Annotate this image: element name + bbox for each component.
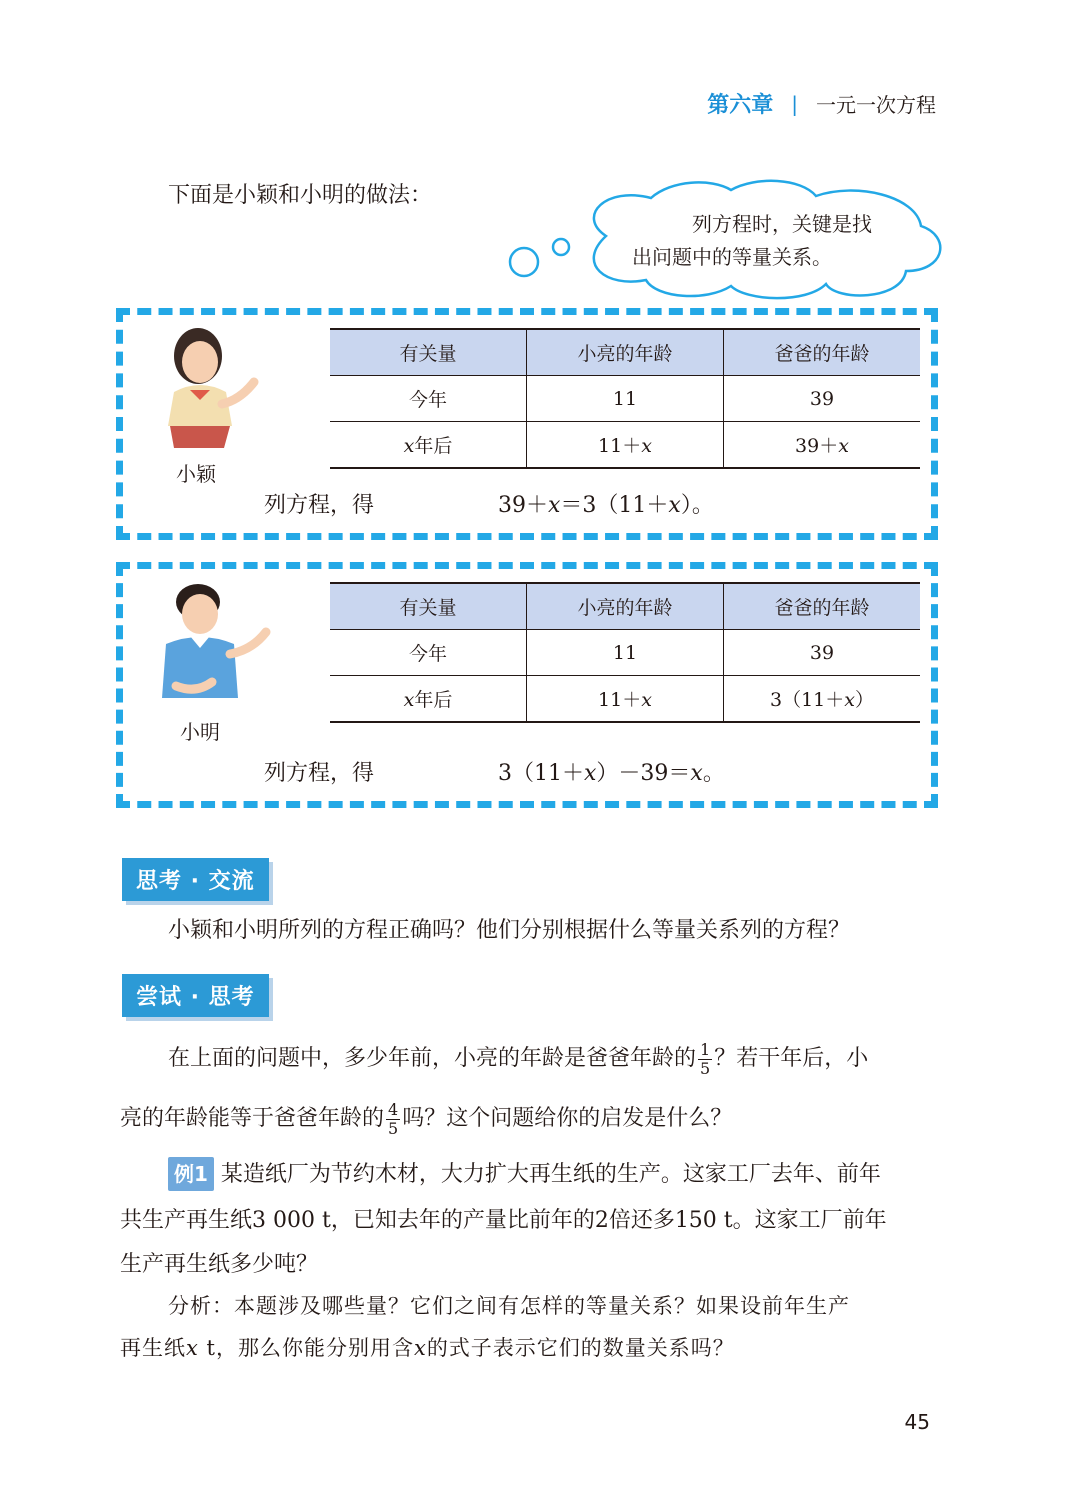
- variable: x: [641, 689, 652, 711]
- fraction-four-fifths: [386, 1101, 400, 1138]
- cell-text: 11＋: [598, 689, 642, 711]
- variable: x: [584, 761, 597, 786]
- xiaoying-equation-label: 列方程，得: [264, 493, 375, 518]
- example-line-3: 生产再生纸多少吨？: [120, 1252, 319, 1277]
- example-line-2: 共生产再生纸3 000 t，已知去年的产量比前年的2倍还多150 t。这家工厂前年: [120, 1208, 887, 1233]
- variable: x: [690, 761, 703, 786]
- cell: [330, 422, 527, 469]
- variable: x: [844, 689, 855, 711]
- header-father-age: 爸爸的年龄: [724, 329, 921, 376]
- text: 在上面的问题中，多少年前，小亮的年龄是爸爸年龄的: [168, 1046, 697, 1071]
- bubble-text: [632, 208, 872, 274]
- table-row: [330, 630, 920, 676]
- cell: 39: [724, 376, 921, 422]
- xiaoying-equation: [498, 488, 714, 519]
- eq-part: ）－39＝: [596, 761, 691, 786]
- cell: [724, 676, 921, 723]
- denominator: 5: [388, 1118, 399, 1138]
- cell-text: 年后: [414, 435, 453, 457]
- table-row: [330, 376, 920, 422]
- text: 吗？这个问题给你的启发是什么？: [402, 1106, 733, 1131]
- try-think-line-1: [168, 1036, 868, 1082]
- analysis-line-1: 分析：本题涉及哪些量？它们之间有怎样的等量关系？如果设前年生产: [168, 1294, 850, 1318]
- numerator: 1: [700, 1039, 711, 1059]
- header-xiaoliang-age: 小亮的年龄: [527, 329, 724, 376]
- cell-text: 11＋: [598, 435, 642, 457]
- xiaoming-equation: [498, 756, 725, 787]
- denominator: 5: [700, 1058, 711, 1078]
- cell: 39: [724, 630, 921, 676]
- cell: [527, 422, 724, 469]
- eq-part: ＝3（11＋: [560, 493, 669, 518]
- xiaoming-name: 小明: [180, 720, 220, 744]
- header-quantity: 有关量: [330, 329, 527, 376]
- header-separator: |: [791, 91, 798, 116]
- girl-avatar-icon: [160, 322, 270, 450]
- chapter-number: 第六章: [707, 93, 774, 118]
- cell-text: 39＋: [795, 435, 839, 457]
- cell-text: ）: [854, 689, 874, 711]
- try-think-line-2: [120, 1096, 732, 1142]
- variable: x: [413, 1336, 427, 1360]
- cell: 今年: [330, 376, 527, 422]
- variable: x: [403, 689, 415, 711]
- cell-text: 年后: [414, 689, 453, 711]
- page-number: 45: [904, 1410, 930, 1434]
- variable: x: [186, 1336, 199, 1360]
- cell-text: 3（11＋: [770, 689, 845, 711]
- chapter-title: 一元一次方程: [816, 93, 936, 117]
- cell: [724, 422, 921, 469]
- bubble-line-1: 列方程时，关键是找: [692, 212, 872, 236]
- xiaoming-equation-label: 列方程，得: [264, 761, 375, 786]
- header-xiaoliang-age: 小亮的年龄: [527, 583, 724, 630]
- text: 亮的年龄能等于爸爸年龄的: [120, 1106, 385, 1131]
- header-father-age: 爸爸的年龄: [724, 583, 921, 630]
- text: 再生纸: [120, 1336, 186, 1360]
- cell: 11: [527, 630, 724, 676]
- xiaoying-name: 小颖: [176, 462, 216, 486]
- think-discuss-text: 小颖和小明所列的方程正确吗？他们分别根据什么等量关系列的方程？: [168, 918, 851, 943]
- table-row: [330, 676, 920, 723]
- fraction-one-fifth: [698, 1041, 712, 1078]
- cell: 11: [527, 376, 724, 422]
- xiaoming-table: [330, 582, 920, 723]
- text: ？若干年后，小: [714, 1046, 869, 1071]
- table-row: [330, 422, 920, 469]
- variable: x: [668, 493, 681, 518]
- running-header: [707, 88, 936, 119]
- eq-part: 39＋: [498, 493, 548, 518]
- variable: x: [838, 435, 849, 457]
- eq-part: 3（11＋: [498, 761, 584, 786]
- cell: 今年: [330, 630, 527, 676]
- header-quantity: 有关量: [330, 583, 527, 630]
- variable: x: [403, 435, 415, 457]
- text: 某造纸厂为节约木材，大力扩大再生纸的生产。这家工厂去年、前年: [220, 1162, 881, 1187]
- text: 的式子表示它们的数量关系吗？: [426, 1336, 735, 1360]
- analysis-line-2: [120, 1326, 735, 1370]
- example-line-1: [168, 1152, 881, 1198]
- text: t，那么你能分别用含: [198, 1336, 414, 1360]
- cell: [527, 676, 724, 723]
- eq-part: 。: [702, 761, 725, 786]
- try-think-tag: 尝试 · 思考: [122, 974, 269, 1017]
- intro-text: 下面是小颖和小明的做法：: [168, 183, 433, 208]
- bubble-line-2: 出问题中的等量关系。: [632, 245, 832, 269]
- variable: x: [641, 435, 652, 457]
- variable: x: [548, 493, 561, 518]
- eq-part: ）。: [680, 493, 714, 518]
- example-badge: 例1: [168, 1157, 214, 1191]
- boy-avatar-icon: [152, 578, 282, 710]
- numerator: 4: [388, 1099, 399, 1119]
- xiaoying-table: [330, 328, 920, 469]
- cell: [330, 676, 527, 723]
- think-discuss-tag: 思考 · 交流: [122, 858, 269, 901]
